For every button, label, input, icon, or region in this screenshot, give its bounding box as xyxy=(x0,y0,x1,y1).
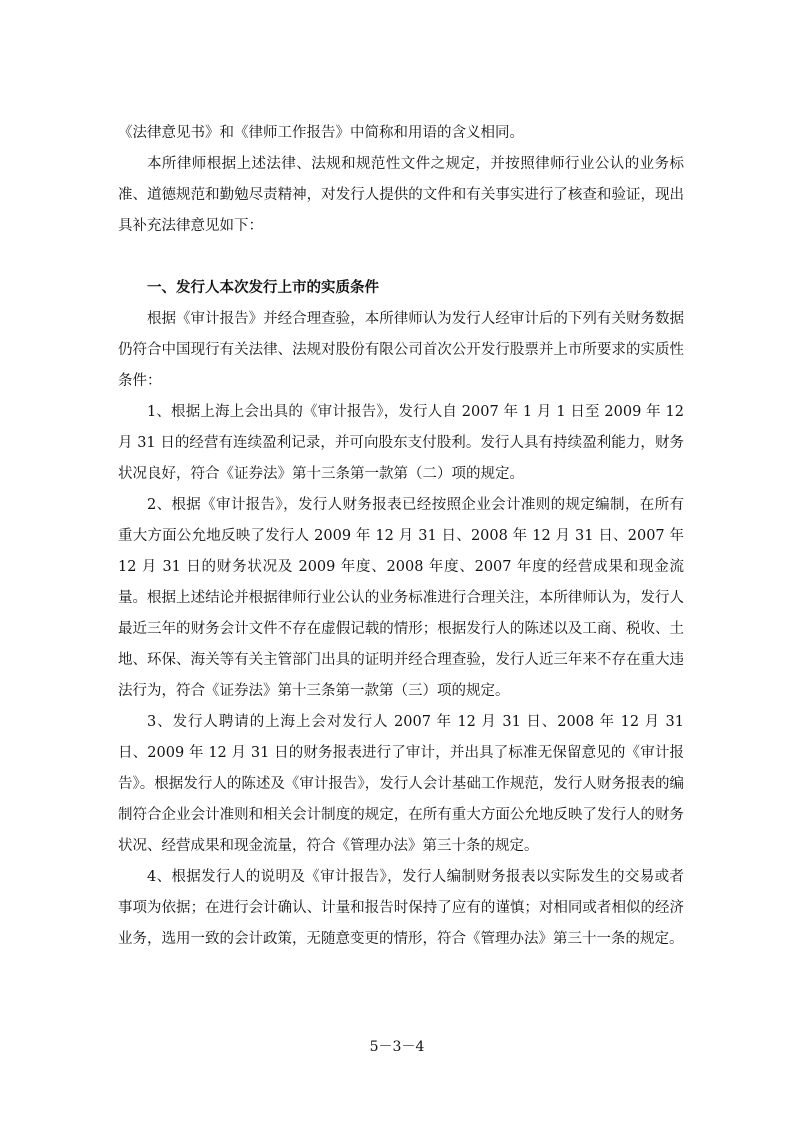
page-number: 5－3－4 xyxy=(369,1039,425,1055)
paragraph-item-4: 4、根据发行人的说明及《审计报告》，发行人编制财务报表以实际发生的交易或者事项为依据；在进行会计确认、计量和报告时保持了应有的谨慎；对相同或者相似的经济业务，选用一致的会计政策，无随意变更的情形，符合《管理办法》第三十一条的规定。 xyxy=(118,869,684,947)
paragraph-definitions: 《法律意见书》和《律师工作报告》中简称和用语的含义相同。 xyxy=(118,125,524,141)
paragraph-basis: 本所律师根据上述法律、法规和规范性文件之规定，并按照律师行业公认的业务标准、道德规范和勤勉尽责精神，对发行人提供的文件和有关事实进行了核查和验证，现出具补充法律意见如下： xyxy=(118,156,684,234)
paragraph-item-2: 2、根据《审计报告》，发行人财务报表已经按照企业会计准则的规定编制，在所有重大方面公允地反映了发行人 2009 年 12 月 31 日、2008 年 12 月 31 日、2007 年 12 月 31 日的财务状况及 2009 年度、2008 年度、2007 年度的经营成果和现金流量。根据上述结论并根据律师行业公认的业务标准进行合理关注，本所律师认为，发行人最近三年的财务会计文件不存在虚假记载的情形；根据发行人的陈述以及工商、税收、土地、环保、海关等有关主管部门出具的证明并经合理查验，发行人近三年来不存在重大违法行为，符合《证券法》第十三条第一款第（三）项的规定。 xyxy=(118,497,684,699)
document-body xyxy=(118,118,684,955)
paragraph-intro: 根据《审计报告》并经合理查验，本所律师认为发行人经审计后的下列有关财务数据仍符合中国现行有关法律、法规对股份有限公司首次公开发行股票并上市所要求的实质性条件： xyxy=(118,311,684,389)
paragraph-item-3: 3、发行人聘请的上海上会对发行人 2007 年 12 月 31 日、2008 年 12 月 31 日、2009 年 12 月 31 日的财务报表进行了审计，并出具了标准无保留意见的《审计报告》。根据发行人的陈述及《审计报告》，发行人会计基础工作规范，发行人财务报表的编制符合企业会计准则和相关会计制度的规定，在所有重大方面公允地反映了发行人的财务状况、经营成果和现金流量，符合《管理办法》第三十条的规定。 xyxy=(118,714,684,854)
paragraph-item-1: 1、根据上海上会出具的《审计报告》，发行人自 2007 年 1 月 1 日至 2009 年 12 月 31 日的经营有连续盈利记录，并可向股东支付股利。发行人具有持续盈利能力，财务状况良好，符合《证券法》第十三条第一款第（二）项的规定。 xyxy=(118,404,684,482)
section-heading: 一、发行人本次发行上市的实质条件 xyxy=(147,280,379,296)
paragraph-spacer xyxy=(118,242,684,273)
